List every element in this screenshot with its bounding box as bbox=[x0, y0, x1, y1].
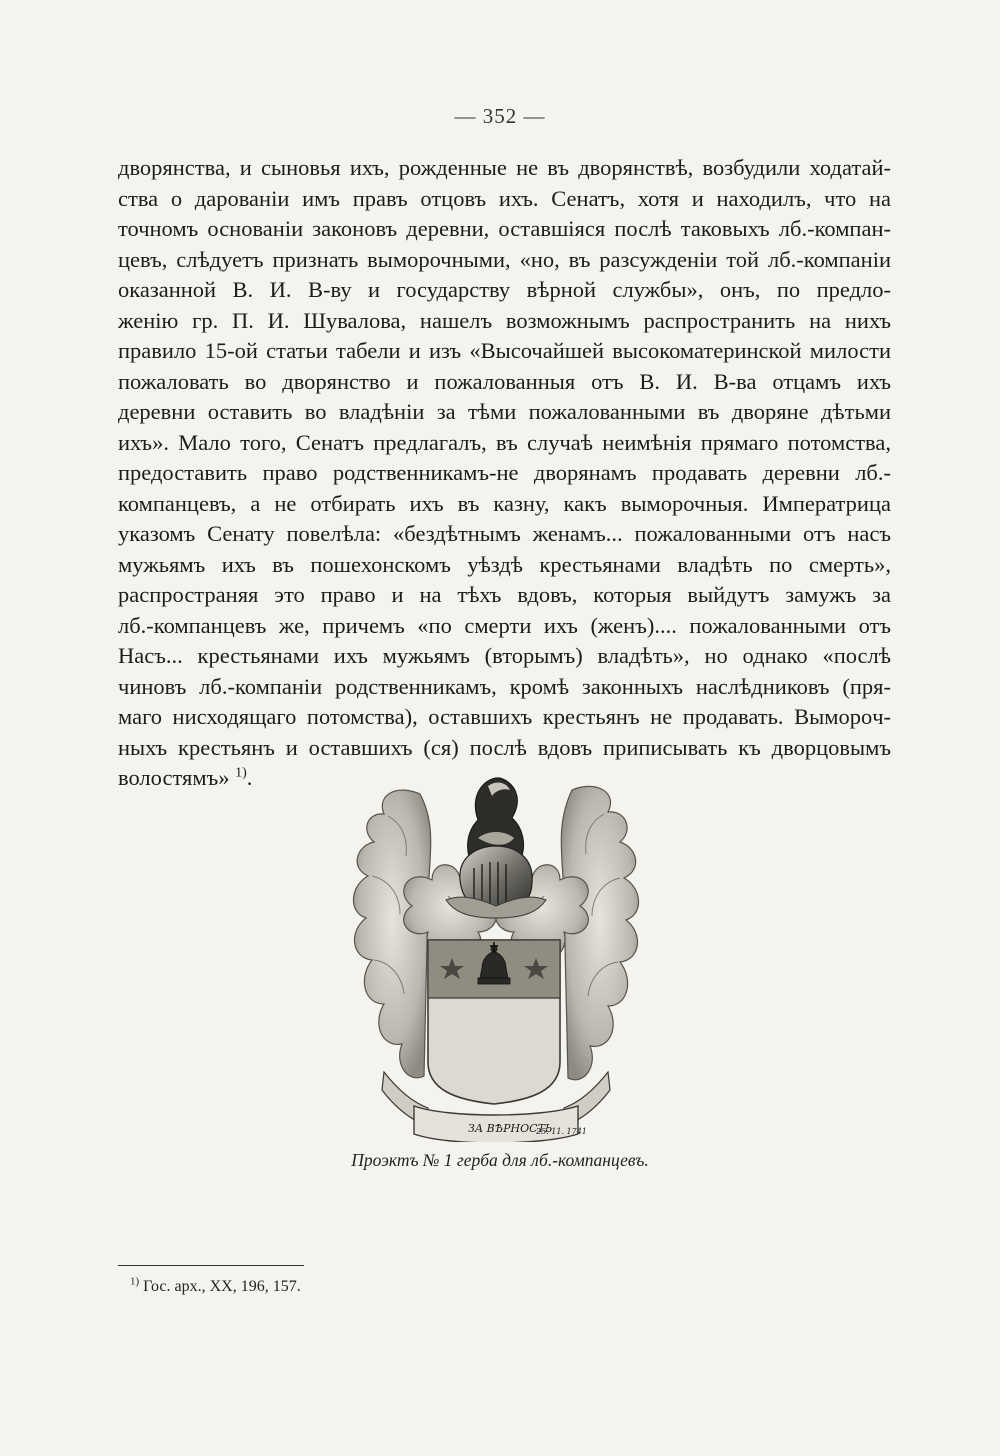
footnote-rule bbox=[118, 1265, 304, 1266]
motto-text: ЗА ВѢРНОСТЬ bbox=[468, 1122, 553, 1135]
last-line-text: волостямъ» bbox=[118, 765, 230, 790]
text-line: ства о дарованіи имъ правъ отцовъ ихъ. Сенатъ, хотя и находилъ, что на bbox=[118, 185, 891, 211]
text-line: оказанной В. И. В-ву и государству вѣрной службы», онъ, по предло- bbox=[118, 277, 891, 302]
last-line-end: . bbox=[246, 765, 253, 790]
footnote bbox=[130, 1275, 301, 1296]
text-line: мужьямъ ихъ въ пошехонскомъ уѣздѣ крестьянами владѣть по смерть», bbox=[118, 551, 891, 577]
text-line: цевъ, слѣдуетъ признать выморочными, «но, въ разсужденіи той лб.-компаніи bbox=[118, 246, 891, 272]
text-line: маго нисходящаго потомства), оставшихъ крестьянъ не продавать. Выморoч- bbox=[118, 704, 891, 729]
text-line: компанцевъ, а не отбирать ихъ въ казну, какъ выморочныя. Императрица bbox=[118, 490, 891, 516]
text-line: Насъ... крестьянами ихъ мужьямъ (вторымъ) владѣть», но однако «послѣ bbox=[118, 643, 891, 668]
text-line: чиновъ лб.-компаніи родственникамъ, кромѣ законныхъ наслѣдниковъ (пря- bbox=[118, 673, 891, 699]
text-line: правило 15-ой статьи табели и изъ «Высочайшей высокоматеринской милости bbox=[118, 338, 891, 363]
text-line: ныхъ крестьянъ и оставшихъ (ся) послѣ вдовъ приписывать къ дворцовымъ bbox=[118, 734, 891, 760]
text-line: распространяя это право и на тѣхъ вдовъ, которыя выйдутъ замужъ за bbox=[118, 582, 891, 607]
text-line: пожаловать во дворянство и пожалованныя отъ В. И. В-ва отцамъ ихъ bbox=[118, 368, 891, 394]
text-line: точномъ основаніи законовъ деревни, оставшіяся послѣ таковыхъ лб.-компан- bbox=[118, 216, 891, 241]
page-number: — 352 — bbox=[454, 104, 546, 128]
footnote-text: Гос. арх., XX, 196, 157. bbox=[143, 1278, 301, 1295]
text-line: женію гр. П. И. Шувалова, нашелъ возможнымъ распространить на нихъ bbox=[118, 307, 891, 333]
footnote-mark: 1) bbox=[130, 1275, 140, 1288]
text-line: указомъ Сенату повелѣла: «бездѣтнымъ женамъ... пожалованными отъ насъ bbox=[118, 521, 891, 546]
text-line: ихъ». Мало того, Сенатъ предлагалъ, въ случаѣ неимѣнія прямаго потомства, bbox=[118, 429, 891, 455]
text-line: лб.-компанцевъ же, причемъ «по смерти ихъ (женъ).... пожалованными отъ bbox=[118, 612, 891, 638]
text-line: деревни оставить во владѣніи за тѣми пожалованными въ дворяне дѣтьми bbox=[118, 399, 891, 424]
motto-date: 25. 11. 1741 bbox=[536, 1127, 587, 1136]
text-line: дворянства, и сыновья ихъ, рожденные не въ дворянствѣ, возбудили ходатай- bbox=[118, 155, 891, 180]
helmet-crest bbox=[446, 778, 546, 918]
body-text bbox=[118, 153, 891, 794]
figure-caption: Проэктъ № 1 герба для лб.-компанцевъ. bbox=[351, 1150, 649, 1170]
footnote-reference: 1) bbox=[235, 765, 247, 781]
coat-of-arms-figure bbox=[328, 772, 664, 1142]
shield bbox=[428, 940, 560, 1104]
text-line: предоставить право родственникамъ-не дворянамъ продавать деревни лб.- bbox=[118, 460, 891, 485]
